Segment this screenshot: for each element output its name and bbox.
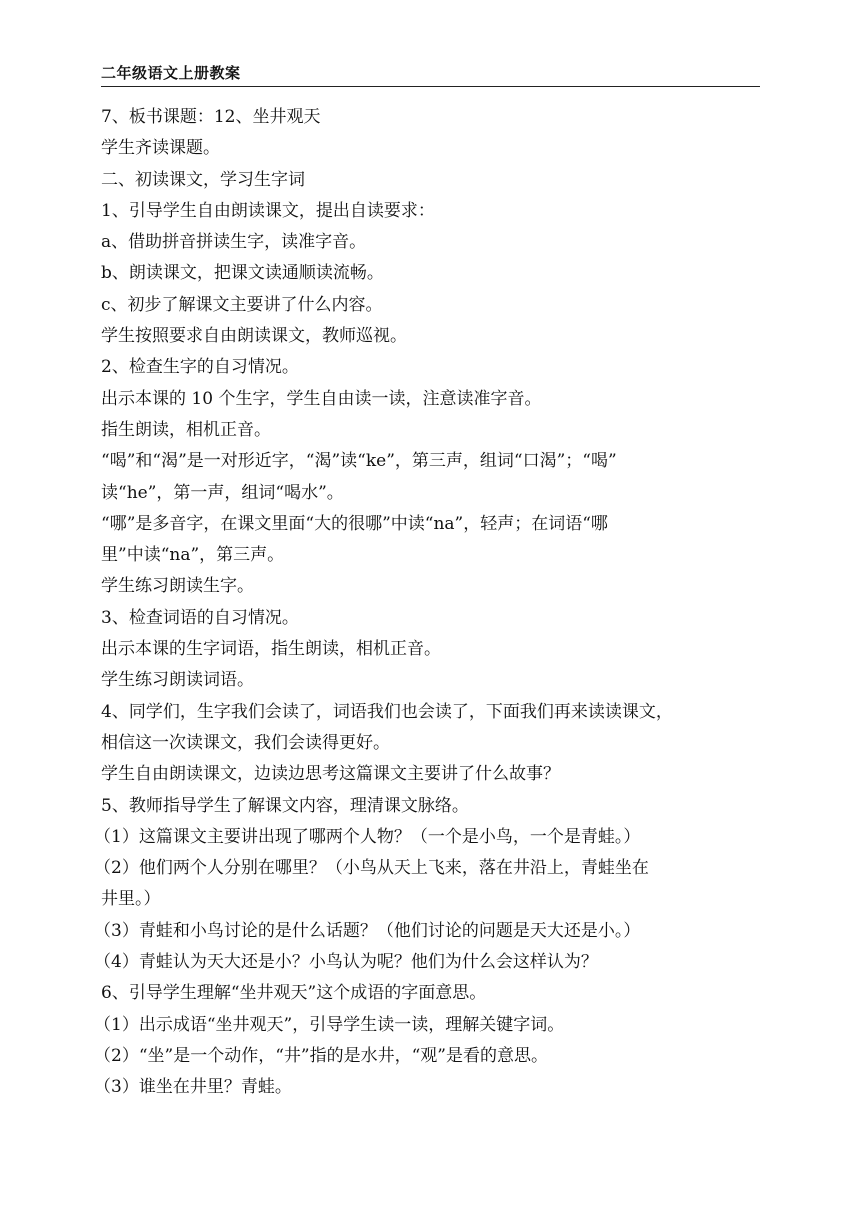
text-line: 学生按照要求自由朗读课文，教师巡视。	[101, 326, 407, 347]
text-line: 学生练习朗读生字。	[101, 576, 254, 597]
text-line: （3）谁坐在井里？青蛙。	[94, 1077, 292, 1098]
text-line: a、借助拼音拼读生字，读准字音。	[101, 232, 367, 253]
text-line: 4、同学们，生字我们会读了，词语我们也会读了，下面我们再来读读课文，	[101, 701, 673, 722]
text-line: （3）青蛙和小鸟讨论的是什么话题？（他们讨论的问题是天大还是小。）	[94, 920, 641, 941]
text-line: b、朗读课文，把课文读通顺读流畅。	[101, 263, 384, 284]
text-line: 学生练习朗读词语。	[101, 670, 254, 691]
text-line: 2、检查生字的自习情况。	[101, 357, 299, 378]
text-line: 学生齐读课题。	[101, 138, 220, 159]
text-line: 读“he”，第一声，组词“喝水”。	[101, 482, 344, 503]
text-line: 井里。）	[101, 889, 161, 910]
header-title: 二年级语文上册教案	[101, 64, 241, 82]
text-line: 出示本课的 10 个生字，学生自由读一读，注意读准字音。	[101, 388, 542, 409]
text-line: 3、检查词语的自习情况。	[101, 607, 299, 628]
text-line: 里”中读“na”，第三声。	[101, 545, 285, 566]
text-line: （1）出示成语“坐井观天”，引导学生读一读，理解关键字词。	[94, 1014, 565, 1035]
page-header	[101, 60, 760, 87]
text-line: 6、引导学生理解“坐井观天”这个成语的字面意思。	[101, 983, 487, 1004]
text-line: 指生朗读，相机正音。	[101, 419, 271, 440]
lesson-plan-body	[94, 102, 763, 1104]
text-line: （2）“坐”是一个动作，“井”指的是水井，“观”是看的意思。	[94, 1045, 548, 1066]
text-line: 相信这一次读课文，我们会读得更好。	[101, 732, 390, 753]
section-heading: 二、初读课文，学习生字词	[101, 169, 305, 190]
text-line: “喝”和“渴”是一对形近字，“渴”读“ke”，第三声，组词“口渴”；“喝”	[101, 451, 617, 472]
text-line: 出示本课的生字词语，指生朗读，相机正音。	[101, 639, 441, 660]
text-line: （4）青蛙认为天大还是小？小鸟认为呢？他们为什么会这样认为？	[94, 952, 598, 973]
text-line: 5、教师指导学生了解课文内容，理清课文脉络。	[101, 795, 469, 816]
text-line: c、初步了解课文主要讲了什么内容。	[101, 294, 383, 315]
text-line: 学生自由朗读课文，边读边思考这篇课文主要讲了什么故事？	[101, 764, 560, 785]
text-line: （2）他们两个人分别在哪里？（小鸟从天上飞来，落在井沿上，青蛙坐在	[94, 858, 649, 879]
text-line: 7、板书课题：12、坐井观天	[101, 107, 321, 127]
text-line: 1、引导学生自由朗读课文，提出自读要求：	[101, 200, 435, 221]
text-line: （1）这篇课文主要讲出现了哪两个人物？（一个是小鸟，一个是青蛙。）	[94, 826, 641, 847]
text-line: “哪”是多音字，在课文里面“大的很哪”中读“na”，轻声；在词语“哪	[101, 513, 608, 534]
